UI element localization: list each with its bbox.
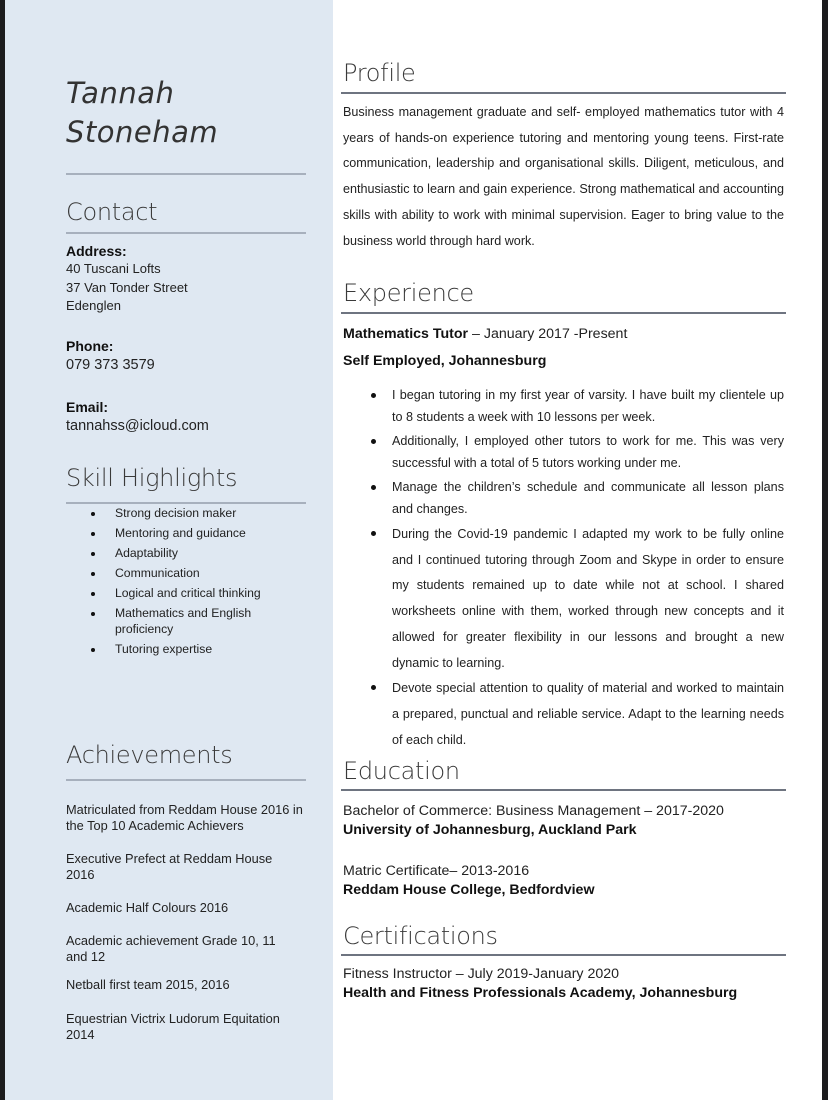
skill-item: Adaptability (85, 546, 315, 562)
phone-label: Phone: (66, 338, 114, 354)
achievements-divider (66, 779, 306, 781)
skills-divider (66, 502, 306, 504)
education-title: Bachelor of Commerce: Business Management – 2017-2020 (343, 803, 724, 819)
achievement-item: Academic Half Colours 2016 (66, 900, 229, 915)
contact-heading: Contact (66, 198, 158, 226)
address-line: 37 Van Tonder Street (66, 279, 188, 295)
education-institution: Reddam House College, Bedfordview (343, 882, 595, 898)
email-block (66, 398, 316, 436)
phone-value[interactable]: 079 373 3579 (66, 357, 155, 373)
profile-divider (341, 92, 786, 94)
skill-item: Mentoring and guidance (85, 526, 315, 542)
address-block (66, 242, 316, 316)
education-entry (343, 802, 793, 840)
certification-entry (343, 965, 793, 1003)
education-institution: University of Johannesburg, Auckland Park (343, 822, 637, 838)
experience-bullet: I began tutoring in my first year of varsity. I have built my clientele up to 8 students a week with 10 lessons per week. (343, 384, 784, 428)
education-heading: Education (343, 757, 460, 785)
achievements-heading: Achievements (66, 741, 233, 769)
job-organization: Self Employed, Johannesburg (343, 353, 547, 369)
job-title-line (343, 324, 627, 344)
experience-bullet: Additionally, I employed other tutors to work for me. This was very successful with a total of 5 tutors working under me. (343, 430, 784, 474)
job-title: Mathematics Tutor (343, 326, 469, 342)
address-label: Address: (66, 243, 127, 259)
profile-heading: Profile (343, 59, 416, 87)
contact-divider (66, 232, 306, 234)
certifications-heading: Certifications (343, 922, 498, 950)
experience-bullets (343, 384, 784, 753)
achievement-item: Executive Prefect at Reddam House 2016 (66, 851, 273, 882)
candidate-name (66, 74, 306, 152)
experience-divider (341, 312, 786, 314)
skills-heading: Skill Highlights (66, 464, 238, 492)
achievement-item: Equestrian Victrix Ludorum Equitation 2014 (66, 1011, 280, 1042)
first-name: Tannah (66, 76, 175, 110)
education-divider (341, 789, 786, 791)
resume-page (5, 0, 822, 1100)
email-label: Email: (66, 399, 109, 415)
profile-summary: Business management graduate and self- employed mathematics tutor with 4 years of hands-on experience tutoring and mentoring young teens. First-rate communication, leadership and organisational skills. Diligent, meticulous, and enthusiastic to learn and gain experience. Strong mathematical and accounting skills with ability to work with minimal supervision. Eager to bring value to the business world through hard work. (343, 105, 784, 248)
job-dates: – January 2017 -Present (468, 326, 628, 342)
certifications-divider (341, 954, 786, 956)
skills-list (85, 506, 315, 662)
skill-item: Mathematics and English proficiency (85, 606, 255, 637)
achievement-item: Netball first team 2015, 2016 (66, 977, 230, 992)
email-value[interactable]: tannahss@icloud.com (66, 418, 209, 434)
skill-item: Strong decision maker (85, 506, 315, 522)
experience-heading: Experience (343, 279, 474, 307)
phone-block (66, 337, 316, 375)
experience-bullet: Manage the children’s schedule and communicate all lesson plans and changes. (343, 476, 784, 520)
certification-issuer: Health and Fitness Professionals Academy, Johannesburg (343, 985, 738, 1001)
certification-title: Fitness Instructor – July 2019-January 2020 (343, 966, 620, 982)
achievement-item: Academic achievement Grade 10, 11 and 12 (66, 933, 276, 964)
education-entry (343, 862, 793, 900)
education-title: Matric Certificate– 2013-2016 (343, 863, 530, 879)
main-content (333, 0, 822, 1100)
skill-item: Logical and critical thinking (85, 586, 315, 602)
experience-bullet: During the Covid-19 pandemic I adapted my work to be fully online and I continued tutoring through Zoom and Skype in order to ensure my students remained up to date while not at school. I shared worksheets online with them, worked through new concepts and it allowed for greater flexibility in our lessons and brought a new dynamic to learning. (343, 522, 784, 676)
name-divider (66, 173, 306, 175)
skill-item: Communication (85, 566, 315, 582)
address-line: 40 Tuscani Lofts (66, 261, 161, 276)
address-line: Edenglen (66, 298, 121, 313)
achievement-item: Matriculated from Reddam House 2016 in the Top 10 Academic Achievers (66, 802, 303, 833)
last-name: Stoneham (66, 115, 219, 149)
sidebar (5, 0, 333, 1100)
experience-bullet: Devote special attention to quality of material and worked to maintain a prepared, punctual and reliable service. Adapt to the learning needs of each child. (343, 676, 784, 753)
skill-item: Tutoring expertise (85, 642, 315, 658)
